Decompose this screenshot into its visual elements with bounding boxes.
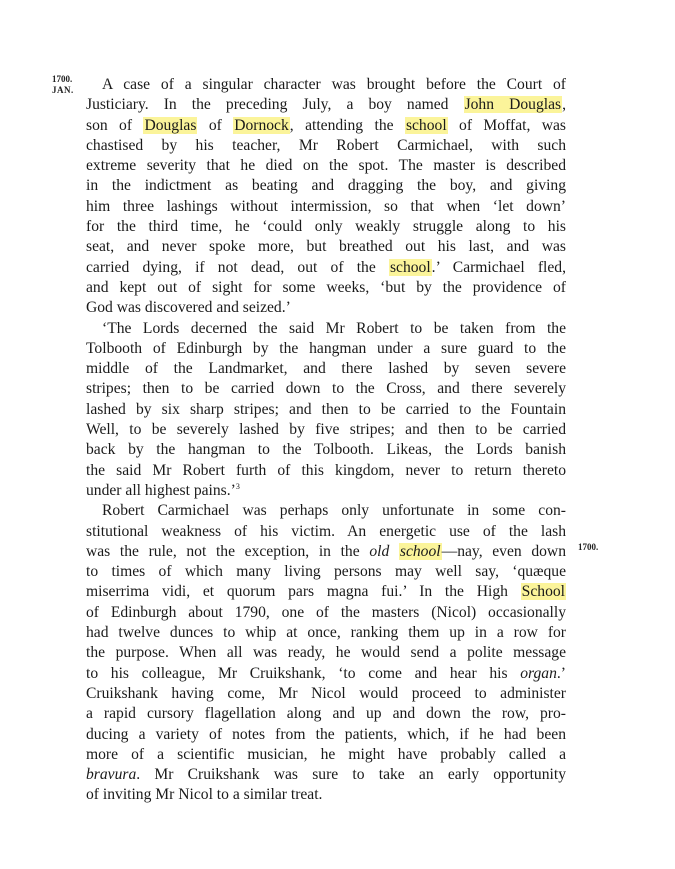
text-line: more of a scientific musician, he might have probably called a [86,745,566,763]
highlighted-term: Dornock [234,116,289,134]
text-line: for the third time, he ‘could only weakly struggle along to his [86,218,566,236]
text-line: miserrima vidi, et quorum pars magna fui.’ In the High School [86,583,565,601]
text-line: ‘The Lords decerned the said Mr Robert to be taken from the [102,319,566,337]
text-line: carried dying, if not dead, out of the school.’ Carmichael fled, [86,258,566,276]
text-line: a rapid cursory flagellation along and up and down the row, pro- [86,705,566,723]
highlighted-term: School [521,583,565,601]
text-line: him three lashings without intermission, so that when ‘let down’ [86,197,566,215]
text-line: Cruikshank having come, Mr Nicol would proceed to administer [86,684,566,702]
text-line: extreme severity that he died on the spot. The master is described [86,157,566,175]
text-line: back by the hangman to the Tolbooth. Likeas, the Lords banish [86,441,566,459]
highlighted-term: school [399,542,441,560]
margin-year-left: 1700. [52,74,73,84]
margin-year-right: 1700. [578,542,599,552]
text-line: son of Douglas of Dornock, attending the school of Moffat, was [86,116,566,134]
highlighted-term: school [405,116,447,134]
footnote-ref: 3 [235,481,240,491]
text-line: stitutional weakness of his victim. An energetic use of the lash [86,522,566,540]
text-line: chastised by his teacher, Mr Robert Carmichael, with such [86,136,566,154]
text-line: Robert Carmichael was perhaps only unfortunate in some con- [102,502,566,520]
highlighted-term: Douglas [144,116,197,134]
text-line: to times of which many living persons may well say, ‘quæque [86,563,566,581]
text-line: God was discovered and seized.’ [86,299,291,317]
text-line: the said Mr Robert furth of this kingdom, never to return thereto [86,461,566,479]
text-line: of Edinburgh about 1790, one of the masters (Nicol) occasionally [86,603,566,621]
text-line: in the indictment as beating and dragging the boy, and giving [86,177,566,195]
text-line: was the rule, not the exception, in the old school—nay, even down [86,542,566,560]
text-line: the purpose. When all was ready, he would send a polite message [86,644,566,662]
text-line: of inviting Mr Nicol to a similar treat. [86,786,323,804]
text-line: stripes; then to be carried down to the Cross, and there severely [86,380,566,398]
text-line: seat, and never spoke more, but breathed out his last, and was [86,238,566,256]
text-line: bravura. Mr Cruikshank was sure to take an early opportunity [86,766,566,784]
body-text [86,75,566,806]
text-line: A case of a singular character was brought before the Court of [102,76,566,93]
text-line: Justiciary. In the preceding July, a boy named John Douglas, [86,96,566,114]
text-line: ducing a variety of notes from the patients, which, if he had been [86,725,566,743]
text-line: had twelve dunces to whip at once, ranking them up in a row for [86,624,566,642]
text-line: and kept out of sight for some weeks, ‘but by the providence of [86,278,566,296]
text-line: Tolbooth of Edinburgh by the hangman under a sure guard to the [86,339,566,357]
text-line: middle of the Landmarket, and there lashed by seven severe [86,360,566,378]
highlighted-term: John Douglas [464,96,562,114]
text-line: lashed by six sharp stripes; and then to be carried to the Fountain [86,400,566,418]
text-line: Well, to be severely lashed by five stripes; and then to be carried [86,421,566,439]
margin-month-left: JAN. [52,85,74,95]
highlighted-term: school [389,258,431,276]
text-line: under all highest pains.’$^3$ [86,481,240,499]
text-line: to his colleague, Mr Cruikshank, ‘to come and hear his organ.’ [86,664,566,682]
